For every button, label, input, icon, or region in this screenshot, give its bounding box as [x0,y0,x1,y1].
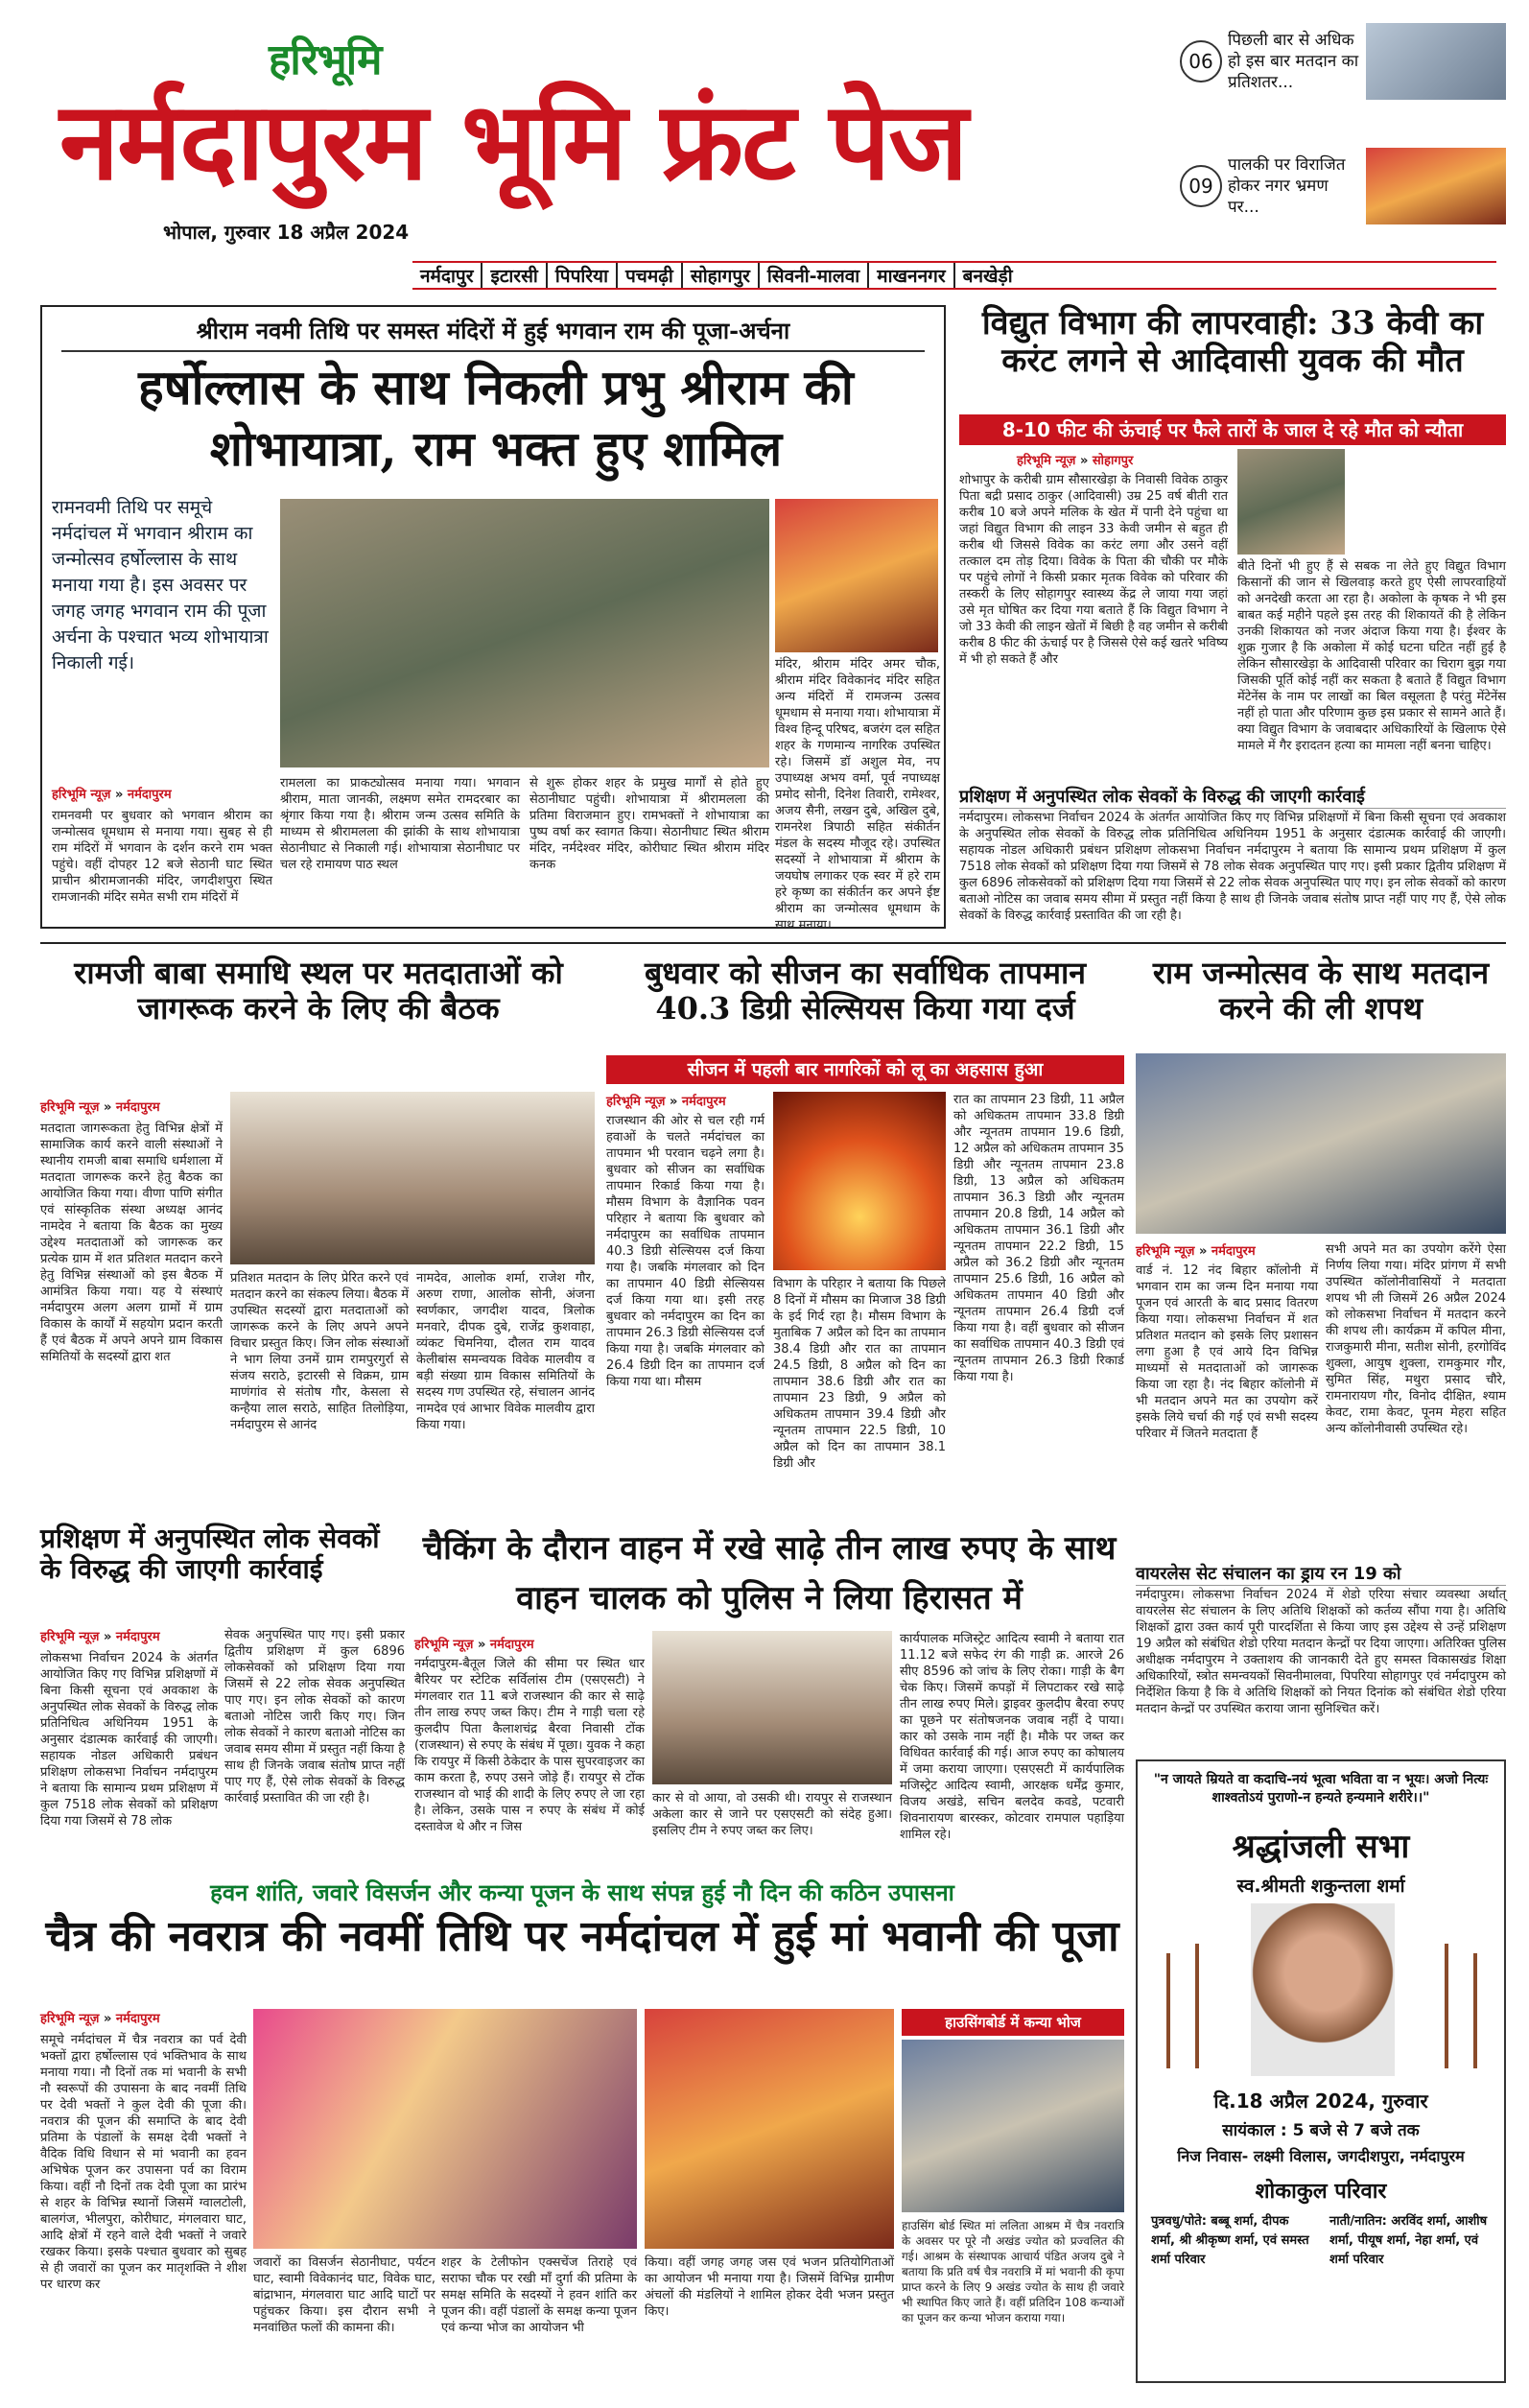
story-subdeck: 8-10 फीट की ऊंचाई पर फैले तारों के जाल दे रहे मौत को न्यौता [959,414,1506,445]
city-link[interactable]: माखननगर [869,263,954,288]
family-list: नाती/नातिन: अरविंद शर्मा, आशीष शर्मा, पीयूष शर्मा, नेहा शर्मा, एवं शर्मा परिवार [1329,2214,1488,2267]
story-ram-navami [40,305,946,933]
city-link[interactable]: सिवनी-मालवा [760,263,869,288]
story-column: से शुरू होकर शहर के प्रमुख मार्गों से होते हुए सेठानीघाट पहुंची। शोभायात्रा में श्रीरामलला की प्रतिमा विराजमान हुए। रामभक्तों ने शोभायात्रा का पुष्प वर्षा कर स्वागत किया। सेठानीघाट स्थित श्रीराम मंदिर, नर्मदेश्वर मंदिर, कोरीघाट स्थित श्रीराम मंदिर कनक [529,776,769,872]
issue-date: भोपाल, गुरुवार 18 अप्रैल 2024 [163,221,410,244]
story-headline: विद्युत विभाग की लापरवाही: 33 केवी का करंट लगने से आदिवासी युवक की मौत [981,304,1484,381]
incense-icon [1445,1944,1448,2068]
city-link[interactable]: पचमढ़ी [618,263,683,288]
story-column: सेवक अनुपस्थित पाए गए। इसी प्रकार द्वितीय प्रशिक्षण में कुल 6896 लोकसेवकों को प्रशिक्षण दिया गया जिसमें से 22 लोक सेवक अनुपस्थित पाए गए। इन लोक सेवकों को कारण बताओ नोटिस जारी किए गए। जिन लोक सेवकों ने कारण बताओ नोटिस का जवाब समय सीमा में प्रस्तुत नहीं किया है साथ ही जिनके जवाब संतोष प्राप्त नहीं पाए गए हैं, ऐसे लोक सेवकों के विरुद्ध कार्रवाई प्रस्तावित की जा रही है। [224,1628,405,1806]
teaser-text: पालकी पर विराजित होकर नगर भ्रमण पर... [1228,155,1346,217]
teaser-box[interactable] [1180,19,1506,104]
story-column: बीते दिनों भी हुए हैं से सबक ना लेते हुए विद्युत विभाग किसानों की जान से खिलवाड़ करते हुए ऐसी लापरवाहियों को अनदेखी करता आ रहा है। अकोला के कृषक ने भी इस बाबत कई महीने पहले इस तरह की शिकायतें की है लेकिन उनकी शिकायत को नजर अंदाज किया गया है। ईश्वर के शुक्र गुजार है कि अकोला में कोई घटना घटित नहीं हुई है लेकिन सौसारखेड़ा के आदिवासी परिवार का चिराग बुझ गया जिसकी पूर्ति कोई नहीं कर सकता है बताते हैं विद्युत विभाग मेंटेनेंस के नाम पर लाखों का बिल वसूलता है परंतु मेंटेनेंस नहीं हो पाता और परिणाम कुछ इस प्रकार से सामने आते हैं। क्या विद्युत विभाग के जवाबदार अधिकारियों के खिलाफ ऐसे मामले में गैर इरादतन हत्या का मामला नहीं बनना चाहिए। [1237,559,1506,753]
story-subhead: प्रशिक्षण में अनुपस्थित लोक सेवकों के विरुद्ध की जाएगी कार्रवाई [959,785,1506,809]
byline: हरिभूमि न्यूज़ » नर्मदापुरम [606,1095,726,1109]
side-caption: हाउसिंग बोर्ड स्थित मां ललिता आश्रम में चैत्र नवरात्रि के अवसर पर पूरे नौ अखंड ज्योत को प्रज्वलित की गई। आश्रम के संस्थापक आचार्य पंडित अजय दुबे ने बताया कि प्रति वर्ष चैत्र नवरात्रि में मां भवानी की कृपा प्राप्त करने के लिए 9 अखंड ज्योत के साथ ही जवारे भी स्थापित किए जाते हैं। वहीं प्रतिदिन 108 कन्याओं का पूजन कर कन्या भोजन कराया गया। [902,2219,1124,2325]
event-venue: निज निवास- लक्ष्मी विलास, जगदीशपुरा, नर्मदापुरम [1177,2147,1465,2165]
byline: हरिभूमि न्यूज़ » नर्मदापुरम [414,1638,534,1652]
incense-icon [1473,1953,1477,2068]
teaser-text: पिछली बार से अधिक हो इस बार मतदान का प्रतिशतर... [1228,31,1359,92]
story-column: रात का तापमान 23 डिग्री, 11 अप्रैल को अधिकतम तापमान 33.8 डिग्री और न्यूनतम तापमान 19.6 डिग्री, 12 अप्रैल को अधिकतम तापमान 35 डिग्री और न्यूनतम तापमान 23.8 डिग्री, 13 अप्रैल को अधिकतम तापमान 36.3 डिग्री और न्यूनतम तापमान 20.8 डिग्री, 14 अप्रैल को अधिकतम तापमान 36.1 डिग्री और न्यूनतम तापमान 22.2 डिग्री, 15 अप्रैल को 36.2 डिग्री और न्यूनतम तापमान 25.6 डिग्री, 16 अप्रैल को अधिकतम तापमान 40 डिग्री और न्यूनतम तापमान 26.4 डिग्री दर्ज किया गया है। वहीं बुधवार को सीजन का सर्वाधिक तापमान 40.3 डिग्री एवं न्यूनतम तापमान 26.3 डिग्री रिकार्ड किया गया है। [953,1093,1124,1384]
story-kicker: हवन शांति, जवारे विसर्जन और कन्या पूजन के साथ संपन्न हुई नौ दिन की कठिन उपासना [210,1878,954,1906]
story-column: रामनवमी पर बुधवार को भगवान श्रीराम का जन्मोत्सव धूमधाम से मनाया गया। सुबह से ही राम मंदिरों में भगवान के दर्शन करने राम भक्त पहुंचे। वहीं दोपहर 12 बजे सेठानी घाट स्थित प्राचीन श्रीरामजानकी मंदिर, जगदीशपुरा स्थित रामजानकी मंदिर समेत सभी राम मंदिरों में [52,809,272,905]
story-headline: हर्षोल्लास के साथ निकली प्रभु श्रीराम की शोभायात्रा, राम भक्त हुए शामिल [138,359,854,477]
story-column: शहर के टेलीफोन एक्सचेंज तिराहे एवं सराफा चौक पर रखी माँ दुर्गा की प्रतिमा के समक्ष समिति के सदस्यों ने हवन शांति कर पूजन की। वहीं पंडालों के समक्ष कन्या पूजन एवं कन्या भोज का आयोजन भी [441,2255,637,2335]
story-body: नर्मदापुरम। लोकसभा निर्वाचन 2024 के अंतर्गत आयोजित किए गए विभिन्न प्रशिक्षणों में बिना किसी सूचना एवं अवकाश के अनुपस्थित लोक सेवकों के विरुद्ध लोक प्रतिनिधित्व अधिनियम 1951 के अनुसार दंडात्मक कार्रवाई की जाएगी। सहायक नोडल अधिकारी प्रबंधन प्रशिक्षण लोकसभा निर्वाचन नर्मदापुरम ने बताया कि सामान्य प्रथम प्रशिक्षण में कुल 7518 लोक सेवकों को प्रशिक्षण दिया गया जिसमें से 78 लोक सेवक अनुपस्थित पाए गए। इसी प्रकार द्वितीय प्रशिक्षण में कुल 6896 लोकसेवकों को प्रशिक्षण दिया गया जिसमें से 22 लोक सेवक अनुपस्थित पाए गए। इन लोक सेवकों को कारण बताओ नोटिस का जवाब समय सीमा में प्रस्तुत नहीं किया है साथ ही जिनके जवाब संतोष प्राप्त नहीं पाए गए हैं, ऐसे लोक सेवकों के विरुद्ध कार्रवाई प्रस्तावित की जा रही है। [959,811,1506,923]
city-link[interactable]: सोहागपुर [683,263,760,288]
byline: हरिभूमि न्यूज़ » सोहागपुर [1017,454,1134,468]
story-column: नर्मदापुरम-बैतूल जिले की सीमा पर स्थित धार बैरियर पर स्टेटिक सर्विलांस टीम (एसएसटी) ने मंगलवार रात 11 बजे राजस्थान की कार से साढ़े तीन लाख रुपए जब्त किए। टीम ने गाड़ी चला रहे कुलदीप पिता कैलाशचंद्र बैरवा निवासी टोंक (राजस्थान) से रुपए के संबंध में पूछा। युवक ने कहा कि रायपुर में किसी ठेकेदार के पास सुपरवाइजर का काम करता है, रुपए उसने जोड़े हैं। रायपुर से टोंक राजस्थान वो भाई की शादी के लिए रुपए ले जा रहा है। लेकिन, उसके पास न रुपए के संबंध में कोई दस्तावेज थे और न जिस [414,1657,645,1834]
victim-photo [1237,449,1345,555]
story-column: विभाग के परिहार ने बताया कि पिछले 8 दिनों में मौसम का मिजाज 38 डिग्री के इर्द गिर्द रहा है। मौसम विभाग के मुताबिक 7 अप्रैल को दिन का तापमान 38.4 डिग्री और रात का तापमान 24.5 डिग्री, 8 अप्रैल को दिन का तापमान 38.6 डिग्री और रात का तापमान 23 डिग्री, 9 अप्रैल को अधिकतम तापमान 39.4 डिग्री और न्यूनतम तापमान 22.5 डिग्री, 10 अप्रैल को दिन का तापमान 38.1 डिग्री और [773,1277,946,1471]
byline: हरिभूमि न्यूज़ » नर्मदापुरम [40,1630,160,1644]
brand-logo: हरिभूमि [269,35,382,84]
story-column: सभी अपने मत का उपयोग करेंगे ऐसा निर्णय लिया गया। मंदिर प्रांगण में सभी उपस्थित कॉलोनीवासियों ने मतदाता शपथ भी ली जिसमें 26 अप्रैल 2024 को लोकसभा निर्वाचन में मतदान करने की शपथ ली। कार्यक्रम में कपिल मीना, राजकुमारी मीना, सतीश सोनी, हरगोविंद शुक्ला, आयुष शुक्ला, रामकुमार गौर, सुमित सिंह, मथुरा प्रसाद चौरे, रामनारायण गौर, विनोद दीक्षित, श्याम केवट, रामा केवट, पूनम मेहरा सहित अन्य कॉलोनीवासी उपस्थित रहे। [1326,1242,1506,1436]
story-column: कार्यपालक मजिस्ट्रेट आदित्य स्वामी ने बताया रात 11.12 बजे सफेद रंग की गाड़ी क्र. आरजे 26 सीए 8596 को जांच के लिए रोका। गाड़ी के बैग चेक किए। जिसमें कपड़ों में लिपटाकर रखे साढ़े तीन लाख रुपए मिले। ड्राइवर कुलदीप बैरवा रुपए का पूछने पर संतोषजनक जवाब नहीं दे पाया। कार को उसके नाम नहीं है। मौके पर जब्त कर विधिवत कार्रवाई की गई। आज रुपए का कोषालय में जमा कराया जाएगा। एसएसटी में कार्यपालिक मजिस्ट्रेट आदित्य स्वामी, आरक्षक धर्मेंद्र कुमार, विजय अखंडे, सचिन बलदेव कवडे, पटवारी शिवनारायण बारस्कर, कोटवार रामपाल पहाड़िया शामिल रहे। [900,1632,1124,1842]
story-column: समूचे नर्मदांचल में चैत्र नवरात्र का पर्व देवी भक्तों द्वारा हर्षोल्लास एवं भक्तिभाव के साथ मनाया गया। नौ दिनों तक मां भवानी के सभी नौ स्वरूपों की उपासना के बाद नवमीं तिथि पर देवी भक्तों ने कुल देवी की पूजा की। नवरात्र की पूजन की समाप्ति के बाद देवी प्रतिमा के पंडालों के समक्ष देवी भक्तों ने वैदिक विधि विधान से मां भवानी का हवन अभिषेक पूजन कर उपासना पर्व का विराम किया। वहीं नौ दिनों तक देवी पूजा का प्रारंभ से शहर के विभिन्न स्थानों जिसमें ग्वालटोली, बालगंज, भीलपुरा, कोरीघाट, मंगलवारा घाट, आदि क्षेत्रों में रहने वाले देवी भक्तों ने जवारे रखकर किया। इसके पश्चात बुधवार को सुबह से ही जवारों का पूजन कर मातृशक्ति ने शीश पर धारण कर [40,2033,247,2292]
section-divider [40,942,1506,944]
city-nav [412,261,1496,290]
temple-photo [775,499,938,652]
story-column: कार से वो आया, वो उसकी थी। रायपुर से राजस्थान अकेला कार से जाने पर एसएसटी को संदेह हुआ। इसलिए टीम ने रुपए जब्त कर लिए। [652,1791,892,1838]
kanya-bhoj-photo [902,2040,1124,2212]
story-headline: रामजी बाबा समाधि स्थल पर मतदाताओं को जागरूक करने के लिए की बैठक [74,955,563,1027]
obituary-title: श्रद्धांजली सभा [1232,1828,1410,1866]
story-kicker: श्रीराम नवमी तिथि पर समस्त मंदिरों में हुई भगवान राम की पूजा-अर्चना [61,315,925,352]
story-body: नर्मदापुरम। लोकसभा निर्वाचन 2024 में शेडो एरिया संचार व्यवस्था अर्थात् वायरलेस सेट संचालन के लिए अतिथि शिक्षकों को कर्तव्य सौंपा गया है। अतिथि शिक्षकों द्वारा उक्त कार्य पूरी पारदर्शिता से किया जाए इस उद्देश्य से उन्हें प्रशिक्षण 19 अप्रैल को संबंधित शेडो एरिया मतदान केन्द्रों पर दिया जाएगा। अतिरिक्त पुलिस अधीक्षक नर्मदापुरम ने उक्ताशय की जानकारी देते हुए समस्त विकासखंड शिक्षा अधिकारियों, स्त्रोत समन्वयकों सिवनीमालवा, पिपरिया सोहागपुर एवं नर्मदापुरम को निर्देशित किया है कि वे अतिथि शिक्षकों को नियत दिनांक को संबंधित शेडो एरिया मतदान केन्द्रों पर उपस्थित कराया जाना सुनिश्चित करें। [1136,1588,1506,1716]
story-subhead: वायरलेस सेट संचालन का ड्राय रन 19 को [1136,1562,1506,1586]
story-column: मतदाता जागरूकता हेतु विभिन्न क्षेत्रों में सामाजिक कार्य करने वाली संस्थाओं ने स्थानीय रामजी बाबा समाधि धर्मशाला में मतदाता जागरूक करने हेतु बैठक का आयोजित किया गया। वीणा पाणि संगीत एवं सांस्कृतिक संस्था अध्यक्ष आनंद नामदेव ने बताया कि बैठक का मुख्य उद्देश्य मतदाताओं को जागरूक कर प्रत्येक ग्राम में शत प्रतिशत मतदान करने हेतु विभिन्न संस्थाओं को इस बैठक में आमंत्रित किया गया। यह ये संस्थाएं नर्मदापुरम अलग अलग ग्रामों में ग्राम विकास के कार्यों में सहयोग प्रदान करती हैं एवं बैठक में अपने अपने ग्राम विकास समितियों के सदस्यों द्वारा शत [40,1121,223,1364]
meeting-photo [230,1092,595,1264]
story-column: किया। वहीं जगह जगह जस एवं भजन प्रतियोगिताओं का आयोजन भी मनाया गया है। जिसमें विभिन्न ग्रामीण अंचलों की मंडलियों ने शामिल होकर देवी भजन प्रस्तुत किए। [645,2255,894,2319]
teaser-page-number: 09 [1180,165,1222,207]
city-link[interactable]: इटारसी [482,263,547,288]
teaser-photo [1366,23,1506,100]
city-link[interactable]: पिपरिया [548,263,618,288]
teaser-box[interactable] [1180,144,1506,228]
story-column: रामलला का प्राकट्योत्सव मनाया गया। भगवान श्रीराम, माता जानकी, लक्ष्मण समेत रामदरबार का श्रृंगार किया गया है। श्रीराम जन्म उत्सव समिति के माध्यम से श्रीरामलला की झांकी के साथ शोभायात्रा सेठानीघाट से निकाली गई। शोभायात्रा सेठानीघाट पर चल रहे रामायण पाठ स्थल [280,776,520,872]
byline: हरिभूमि न्यूज़ » नर्मदापुरम [52,788,172,802]
city-link[interactable]: बनखेड़ी [962,266,1013,287]
portrait-photo [1251,1903,1395,2076]
story-column: जवारों का विसर्जन सेठानीघाट, पर्यटन घाट, स्वामी विवेकानंद घाट, विवेक घाट, बांद्राभान, मंगलवारा घाट आदि घाटों पर पहुंचकर किया। इस दौरान सभी ने मनवांछित फलों की कामना की। [253,2255,435,2335]
story-column: लोकसभा निर्वाचन 2024 के अंतर्गत आयोजित किए गए विभिन्न प्रशिक्षणों में बिना किसी सूचना एवं अवकाश के अनुपस्थित लोक सेवकों के विरुद्ध लोक प्रतिनिधित्व अधिनियम 1951 के अनुसार दंडात्मक कार्रवाई की जाएगी। सहायक नोडल अधिकारी प्रबंधन प्रशिक्षण लोकसभा निर्वाचन नर्मदापुरम ने बताया कि सामान्य प्रथम प्रशिक्षण में कुल 7518 लोक सेवकों को प्रशिक्षण दिया गया जिसमें से 78 लोक [40,1651,218,1829]
teaser-photo [1366,148,1506,224]
story-headline: राम जन्मोत्सव के साथ मतदान करने की ली शपथ [1152,955,1490,1027]
story-headline: प्रशिक्षण में अनुपस्थित लोक सेवकों के विरुद्ध की जाएगी कार्रवाई [40,1523,380,1586]
story-headline: बुधवार को सीजन का सर्वाधिक तापमान 40.3 डिग्री सेल्सियस किया गया दर्ज [644,955,1087,1027]
navratri-photo [253,2009,637,2249]
idol-photo [645,2009,894,2249]
story-column: शोभापुर के करीबी ग्राम सौसारखेड़ा के निवासी विवेक ठाकुर पिता बद्री प्रसाद ठाकुर (आदिवासी) उम्र 25 वर्ष बीती रात करीब 10 बजे अपने मलिक के खेत में पानी देने पहुंचा था जहां विद्युत विभाग की लाइन 33 केवी जमीन से बहुत ही करीब थी जिससे विवेक का करंट लगा और उसने वहीं तत्काल दम तोड़ दिया। विवेक के पिता की चौकी पर मौके पर पहुंचे लोगों ने किसी प्रकार मृतक विवेक को परिवार की तस्करी के लिए सोहागपुर स्वास्थ्य केंद्र ले जाया गया जहां उसे मृत घोषित कर दिया गया बताते हैं कि विद्युत विभाग ने जो 33 केवी की लाइन खेतों में बिछी है वह जमीन से करीबी करीब 8 फीट की ऊंचाई पर है जिससे ऐसे कई खतरे भविष्य में भी हो सकते हैं और [959,473,1228,667]
byline: हरिभूमि न्यूज़ » नर्मदापुरम [1136,1244,1256,1259]
masthead-title: नर्मदापुरम भूमि फ्रंट पेज [59,79,967,204]
event-date: दि.18 अप्रैल 2024, गुरुवार [1213,2089,1428,2113]
incense-icon [1195,1944,1199,2068]
family-heading: शोकाकुल परिवार [1255,2179,1387,2204]
city-link[interactable]: नर्मदापुर [412,263,482,288]
side-story-label: हाउसिंगबोर्ड में कन्या भोज [902,2009,1124,2036]
story-column: राजस्थान की ओर से चल रही गर्म हवाओं के चलते नर्मदांचल का तापमान भी परवान चढ़ने लगा है। बुधवार को सीजन का सर्वाधिक तापमान रिकार्ड किया गया है। मौसम विभाग के वैज्ञानिक पवन परिहार ने बताया कि बुधवार को नर्मदापुरम का सर्वाधिक तापमान 40.3 डिग्री सेल्सियस दर्ज किया गया है। जबकि मंगलवार को दिन का तापमान 40 डिग्री सेल्सियस दर्ज किया गया था। इसी तरह बुधवार को नर्मदापुरम का दिन का तापमान 26.3 डिग्री सेल्सियस दर्ज किया गया है। जबकि मंगलवार को 26.4 डिग्री दिन का तापमान दर्ज किया गया था। मौसम [606,1114,764,1389]
procession-photo [280,499,769,767]
deceased-name: स्व.श्रीमती शकुन्तला शर्मा [1236,1876,1405,1897]
obituary-ad [1136,1759,1506,2383]
incense-icon [1166,1953,1170,2068]
byline: हरिभूमि न्यूज़ » नर्मदापुरम [40,1100,160,1115]
story-column: प्रतिशत मतदान के लिए प्रेरित करने एवं मतदान करने का संकल्प लिया। बैठक में उपस्थित सदस्यों द्वारा मतदाताओं को जागरूक करने के लिए अपने अपने विचार प्रस्तुत किए। जिन लोक संस्थाओं ने भाग लिया उनमें ग्राम रामपुरगुर्रा से संजय सराठे, इटारसी से विक्रम, ग्राम माणंगांव से संतोष गौर, केसला से कन्हैया लाल सराठे, साहित तिलोड़िया, नर्मदापुरम से आनंद [230,1271,409,1432]
story-column: मंदिर, श्रीराम मंदिर अमर चौक, श्रीराम मंदिर विवेकानंद मंदिर सहित अन्य मंदिरों में रामजन्म उत्सव धूमधाम से मनाया गया। शोभायात्रा में विश्व हिन्दू परिषद, बजरंग दल सहित शहर के गणमान्य नागरिक उपस्थित रहे। जिसमें डॉ अशुल मेव, नप उपाध्यक्ष अभय वर्मा, पूर्व नपाध्यक्ष प्रमोद सोनी, दिनेश तिवारी, रामेश्वर, अजय सैनी, लखन दुबे, अखिल दुबे, रामनरेश त्रिपाठी सहित संकीर्तन मंडल के सदस्य मौजूद रहे। उपस्थित सदस्यों ने शोभायात्रा में श्रीराम के जयघोष लगाकर एक स्वर में हरे राम हरे कृष्ण का संकीर्तन कर अपने ईष्ट श्रीराम का जन्मोत्सव धूमधाम के साथ मनाया। [775,657,940,933]
oath-photo [1136,1053,1506,1234]
story-subdeck: सीजन में पहली बार नागरिकों को लू का अहसास हुआ [606,1055,1124,1084]
event-time: सायंकाल : 5 बजे से 7 बजे तक [1222,2121,1420,2140]
heat-photo [773,1092,946,1270]
family-list: पुत्रवधु/पोते: बब्बू शर्मा, दीपक शर्मा, श्री श्रीकृष्ण शर्मा, एवं समस्त शर्मा परिवार [1151,2214,1309,2267]
shloka: "न जायते म्रियते वा कदाचि-नयं भूत्वा भविता वा न भूयः। अजो नित्यः शाश्वतोऽयं पुराणो-न हन्यते हन्यमाने शरीरे।।" [1153,1772,1489,1806]
story-lead: रामनवमी तिथि पर समूचे नर्मदांचल में भगवान श्रीराम का जन्मोत्सव हर्षोल्लास के साथ मनाया गया है। इस अवसर पर जगह जगह भगवान राम की पूजा अर्चना के पश्चात भव्य शोभायात्रा निकाली गई। [52,497,269,673]
story-column: वार्ड नं. 12 नंद बिहार कॉलोनी में भगवान राम का जन्म दिन मनाया गया पूजन एवं आरती के बाद प्रसाद वितरण किया गया। लोकसभा निर्वाचन में शत प्रतिशत मतदान को इसके लिए प्रशासन लगा हुआ है एवं आये दिन विभिन्न माध्यमों से मतदाताओं को जागरूक किया जा रहा है। नंद बिहार कॉलोनी में भी मतदान अपने मत का उपयोग करें इसके लिये चर्चा की गई एवं सभी सदस्य परिवार में जितने मतदाता हैं [1136,1263,1318,1441]
byline: हरिभूमि न्यूज़ » नर्मदापुरम [40,2012,160,2026]
story-headline: चैत्र की नवरात्र की नवमीं तिथि पर नर्मदांचल में हुई मां भवानी की पूजा [45,1912,1119,1961]
police-photo [652,1631,892,1784]
story-headline: चैकिंग के दौरान वाहन में रखे साढ़े तीन लाख रुपए के साथ वाहन चालक को पुलिस ने लिया हिरासत में [422,1529,1117,1617]
teaser-page-number: 06 [1180,40,1222,83]
story-column: नामदेव, आलोक शर्मा, राजेश गौर, अरुण राणा, आलोक सोनी, अंजना स्वर्णकार, जगदीश यादव, त्रिलोक मनवारे, दीपक दुबे, राजेंद्र कुशवाहा, व्यंकट चिमनिया, दौलत राम यादव केलीबांस समन्वयक विवेक मालवीय व बड़ी संख्या ग्राम विकास समितियों के सदस्य गण उपस्थित रहे, संचालन आनंद नामदेव एवं आभार विवेक मालवीय द्वारा किया गया। [416,1271,595,1432]
